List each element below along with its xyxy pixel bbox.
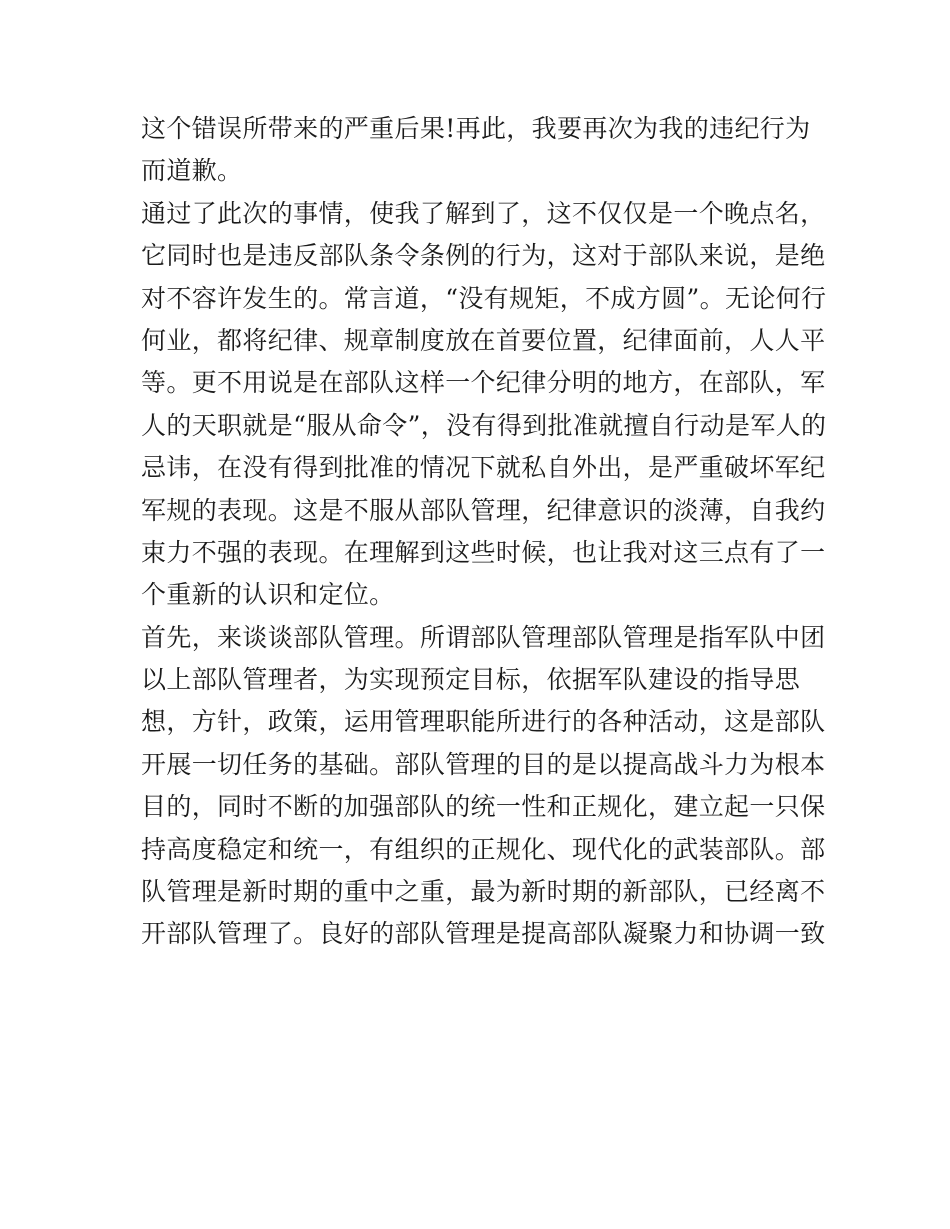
text-line: 想，方针，政策，运用管理职能所进行的各种活动，这是部队	[141, 707, 826, 737]
text-line: 队管理是新时期的重中之重，最为新时期的新部队，已经离不	[141, 877, 826, 907]
text-line: 军规的表现。这是不服从部队管理，纪律意识的淡薄，自我约	[141, 495, 826, 525]
text-line: 开展一切任务的基础。部队管理的目的是以提高战斗力为根本	[141, 749, 826, 779]
text-line: 何业，都将纪律、规章制度放在首要位置，纪律面前，人人平	[141, 325, 826, 355]
text-line: 首先，来谈谈部队管理。所谓部队管理部队管理是指军队中团	[141, 622, 826, 652]
body-text	[141, 108, 827, 956]
text-line: 忌讳，在没有得到批准的情况下就私自外出，是严重破坏军纪	[141, 453, 826, 483]
text-line: 而道歉。	[141, 156, 243, 186]
text-line: 人的天职就是“服从命令”，没有得到批准就擅自行动是军人的	[141, 410, 827, 440]
text-line: 以上部队管理者，为实现预定目标，依据军队建设的指导思	[141, 665, 801, 695]
text-line: 通过了此次的事情，使我了解到了，这不仅仅是一个晚点名，	[141, 198, 826, 228]
text-line: 它同时也是违反部队条令条例的行为，这对于部队来说，是绝	[141, 241, 826, 271]
text-line: 目的，同时不断的加强部队的统一性和正规化，建立起一只保	[141, 792, 826, 822]
text-line: 束力不强的表现。在理解到这些时候，也让我对这三点有了一	[141, 537, 826, 567]
text-line: 对不容许发生的。常言道，“没有规矩，不成方圆”。无论何行	[141, 283, 827, 313]
text-line: 持高度稳定和统一，有组织的正规化、现代化的武装部队。部	[141, 834, 826, 864]
text-line: 个重新的认识和定位。	[141, 580, 395, 610]
text-line: 这个错误所带来的严重后果!再此，我要再次为我的违纪行为	[141, 114, 811, 143]
text-line: 开部队管理了。良好的部队管理是提高部队凝聚力和协调一致	[141, 919, 826, 949]
text-line: 等。更不用说是在部队这样一个纪律分明的地方，在部队，军	[141, 368, 826, 398]
